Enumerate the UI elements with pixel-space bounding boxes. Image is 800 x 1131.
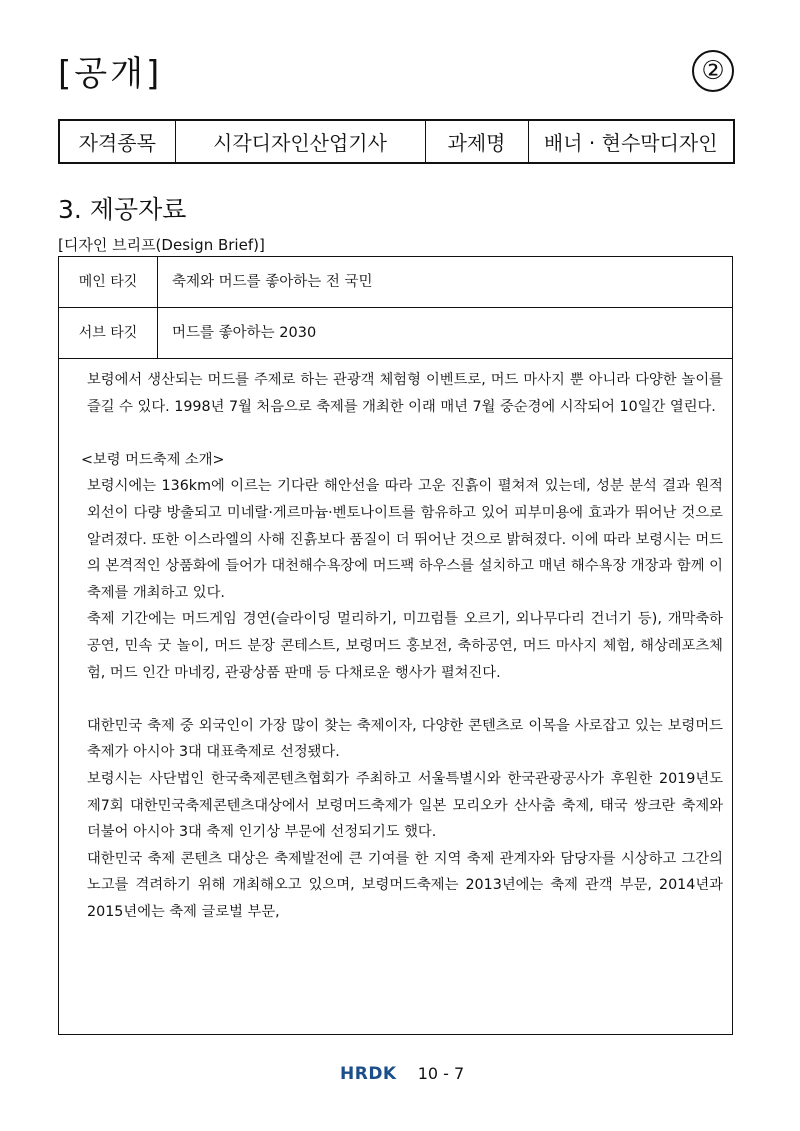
- design-brief-label: [디자인 브리프(Design Brief)]: [58, 236, 265, 254]
- paragraph-award: 보령시는 사단법인 한국축제콘텐츠협회가 주최하고 서울특별시와 한국관광공사가 후원한 2019년도 제7회 대한민국축제콘텐츠대상에서 보령머드축제가 일본 모리오카 산사춤 축제, 태국 쌍크란 축제와 더불어 아시아 3대 축제 인기상 부문에 선정되기도 했다.: [87, 770, 723, 841]
- field-label: 자격종목: [59, 120, 175, 163]
- intro-heading: <보령 머드축제 소개>: [81, 451, 225, 468]
- main-target-label: 메인 타깃: [59, 257, 158, 307]
- brief-body: [81, 367, 723, 925]
- field-value: 시각디자인산업기사: [175, 120, 425, 163]
- hrdk-logo: HRDK: [340, 1064, 397, 1084]
- disclosure-tag: [공개]: [58, 54, 163, 94]
- page-footer: [340, 1064, 464, 1084]
- sub-target-row: [59, 308, 732, 359]
- sub-target-value: 머드를 좋아하는 2030: [172, 325, 317, 341]
- task-number-badge: ②: [692, 50, 734, 92]
- paragraph-mud-quality: 보령시에는 136km에 이르는 기다란 해안선을 따라 고운 진흙이 펼쳐져 있는데, 성분 분석 결과 원적외선이 다량 방출되고 미네랄·게르마늄·벤토나이트를 함유하고 있어 피부미용에 효과가 뛰어난 것으로 알려졌다. 또한 이스라엘의 사해 진흙보다 품질이 더 뛰어난 것으로 밝혀졌다. 이에 따라 보령시는 머드의 본격적인 상품화에 들어가 대천해수욕장에 머드팩 하우스를 설치하고 매년 해수욕장 개장과 함께 이 축제를 개최하고 있다.: [87, 478, 723, 601]
- paragraph-asia-festival: 대한민국 축제 중 외국인이 가장 많이 찾는 축제이자, 다양한 콘텐츠로 이목을 사로잡고 있는 보령머드축제가 아시아 3대 대표축제로 선정됐다.: [87, 717, 723, 761]
- main-target-value: 축제와 머드를 좋아하는 전 국민: [172, 274, 373, 290]
- task-label: 과제명: [425, 120, 528, 163]
- exam-info-table: [58, 119, 735, 164]
- task-value: 배너 · 현수막디자인: [528, 120, 734, 163]
- page-number: 10 - 7: [417, 1064, 465, 1083]
- sub-target-label: 서브 타깃: [59, 308, 158, 358]
- design-brief-box: [58, 256, 733, 1035]
- main-target-row: [59, 257, 732, 308]
- paragraph-overview: 보령에서 생산되는 머드를 주제로 하는 관광객 체험형 이벤트로, 머드 마사지 뿐 아니라 다양한 놀이를 즐길 수 있다. 1998년 7월 처음으로 축제를 개최한 이래 매년 7월 중순경에 시작되어 10일간 열린다.: [87, 372, 723, 415]
- paragraph-programs: 축제 기간에는 머드게임 경연(슬라이딩 멀리하기, 미끄럼틀 오르기, 외나무다리 건너기 등), 개막축하공연, 민속 굿 놀이, 머드 분장 콘테스트, 보령머드 홍보전, 축하공연, 머드 마사지 체험, 해상레포츠체험, 머드 인간 마네킹, 관광상품 판매 등 다채로운 행사가 펼쳐진다.: [87, 611, 723, 681]
- paragraph-content-award: 대한민국 축제 콘텐츠 대상은 축제발전에 큰 기여를 한 지역 축제 관계자와 담당자를 시상하고 그간의 노고를 격려하기 위해 개최해오고 있으며, 보령머드축제는 2013년에는 축제 관객 부문, 2014년과 2015년에는 축제 글로벌 부문,: [87, 850, 723, 920]
- section-title: 3. 제공자료: [58, 195, 187, 224]
